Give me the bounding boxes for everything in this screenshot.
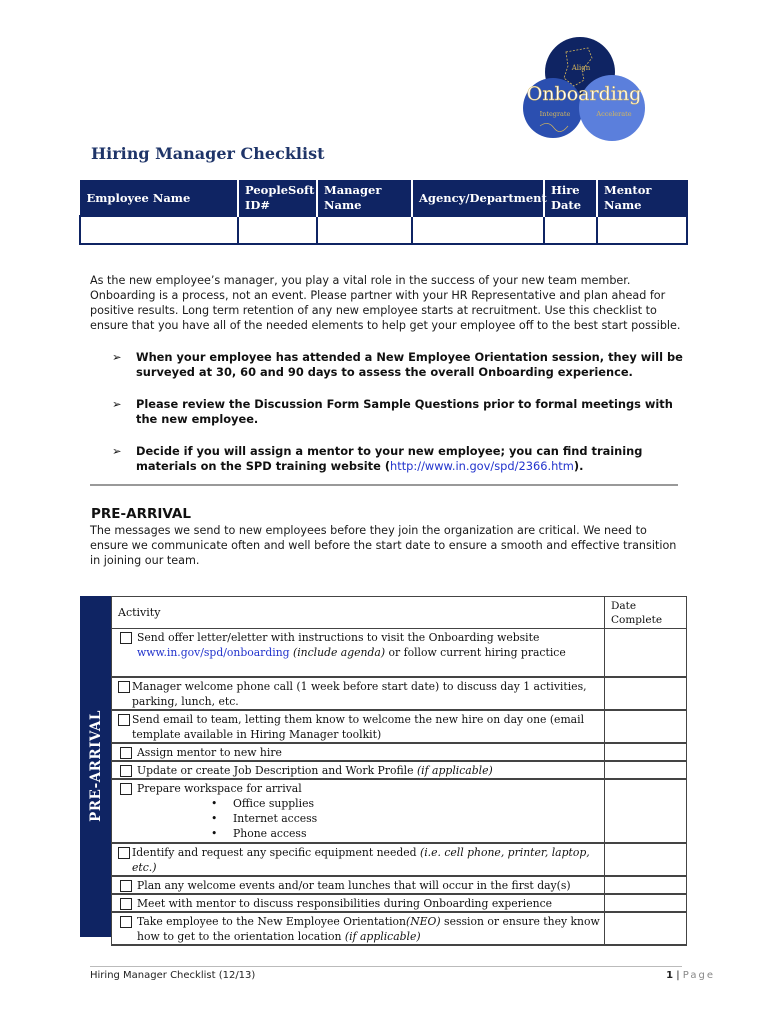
- checklist-row: [112, 677, 687, 710]
- footer-page-number: [600, 970, 715, 981]
- agency-department-field[interactable]: [412, 216, 544, 244]
- bullet-mentor: [112, 444, 684, 474]
- checklist-row: [112, 876, 687, 894]
- date-complete-cell[interactable]: [605, 629, 687, 677]
- logo-top-word: Align: [571, 64, 591, 72]
- checklist-row: [112, 779, 687, 843]
- header-manager-name: Manager Name: [317, 181, 412, 217]
- date-complete-cell[interactable]: [605, 779, 687, 843]
- checkbox[interactable]: [120, 747, 132, 759]
- checklist-row: [112, 629, 687, 677]
- header-peoplesoft-id: PeopleSoft ID#: [238, 181, 317, 217]
- bullet-text: Please review the Discussion Form Sample Questions prior to formal meetings with the new employee.: [136, 397, 673, 426]
- header-employee-name: Employee Name: [80, 181, 238, 217]
- page-number: 1: [666, 970, 674, 981]
- manager-name-field[interactable]: [317, 216, 412, 244]
- item-text: Meet with mentor to discuss responsibilities during Onboarding experience: [137, 896, 553, 910]
- section-description: The messages we send to new employees before they join the organization are critical. We need to ensure we communicate often and well before the start date to ensure a smooth and effective transition in joining our team.: [90, 524, 677, 567]
- item-text: Take employee to the New Employee Orientation: [137, 914, 406, 928]
- bullet-text-end: ).: [573, 459, 584, 473]
- bullet-discussion-form: [112, 397, 684, 427]
- item-note: (NEO): [406, 914, 441, 928]
- checkbox[interactable]: [120, 783, 132, 795]
- sub-item: • Internet access: [233, 811, 600, 826]
- arrow-bullet-icon: ➢: [112, 397, 122, 411]
- column-activity: Activity: [112, 597, 605, 629]
- header-mentor-name: Mentor Name: [597, 181, 687, 217]
- footer-divider: [90, 966, 682, 967]
- column-date-complete: Date Complete: [605, 597, 687, 629]
- arrow-bullet-icon: ➢: [112, 350, 122, 364]
- item-note: (if applicable): [416, 763, 493, 777]
- item-text: Update or create Job Description and Work Profile: [137, 763, 417, 777]
- date-complete-cell[interactable]: [605, 876, 687, 894]
- sub-item: • Phone access: [233, 826, 600, 841]
- checkbox[interactable]: [118, 714, 130, 726]
- peoplesoft-id-field[interactable]: [238, 216, 317, 244]
- arrow-bullet-icon: ➢: [112, 444, 122, 458]
- onboarding-logo: [518, 34, 650, 146]
- date-complete-cell[interactable]: [605, 912, 687, 945]
- section-divider: [90, 484, 678, 486]
- item-note-end: (if applicable): [344, 929, 421, 943]
- item-note: (include agenda): [289, 646, 386, 659]
- spd-training-link[interactable]: http://www.in.gov/spd/2366.htm: [390, 459, 574, 473]
- checklist-row: [112, 743, 687, 761]
- logo-left-word: Integrate: [539, 110, 571, 118]
- date-complete-cell[interactable]: [605, 894, 687, 912]
- checklist-row: [112, 710, 687, 743]
- section-side-label: PRE-ARRIVAL: [88, 710, 104, 822]
- item-text: Assign mentor to new hire: [137, 745, 282, 759]
- checkbox[interactable]: [120, 898, 132, 910]
- item-text-end: or follow current hiring practice: [385, 646, 566, 659]
- employee-info-table: [79, 180, 688, 245]
- item-text: Manager welcome phone call (1 week before start date) to discuss day 1 activities, parking, lunch, etc.: [132, 679, 587, 708]
- employee-name-field[interactable]: [80, 216, 238, 244]
- document-title: Hiring Manager Checklist: [91, 144, 325, 163]
- item-text: Plan any welcome events and/or team lunches that will occur in the first day(s): [137, 878, 571, 892]
- item-text: Send offer letter/eletter with instructions to visit the Onboarding website: [137, 631, 540, 644]
- date-complete-cell[interactable]: [605, 710, 687, 743]
- checklist-row: [112, 843, 687, 876]
- date-complete-cell[interactable]: [605, 761, 687, 779]
- sub-item: • Office supplies: [233, 796, 600, 811]
- section-title: PRE-ARRIVAL: [91, 506, 191, 522]
- logo-name: Onboarding: [526, 83, 642, 105]
- date-complete-cell[interactable]: [605, 843, 687, 876]
- checkbox[interactable]: [120, 916, 132, 928]
- item-note: (i.e. cell phone, printer, laptop, etc.): [132, 845, 590, 874]
- header-agency-department: Agency/Department: [412, 181, 544, 217]
- logo-right-word: Accelerate: [596, 110, 632, 118]
- workspace-sub-list: [137, 796, 600, 841]
- bullet-orientation: [112, 350, 684, 380]
- pre-arrival-checklist: [111, 596, 687, 946]
- onboarding-link[interactable]: www.in.gov/spd/onboarding: [137, 646, 290, 659]
- item-text: Send email to team, letting them know to welcome the new hire on day one (email template available in Hiring Manager toolkit): [132, 712, 585, 741]
- bullet-text: Decide if you will assign a mentor to your new employee; you can find training materials on the SPD training website (: [136, 444, 643, 473]
- item-text: Identify and request any specific equipment needed: [132, 845, 420, 859]
- item-text: Prepare workspace for arrival: [137, 781, 302, 795]
- checklist-row: [112, 912, 687, 945]
- checkbox[interactable]: [118, 847, 130, 859]
- mentor-name-field[interactable]: [597, 216, 687, 244]
- hire-date-field[interactable]: [544, 216, 597, 244]
- checkbox[interactable]: [120, 632, 132, 644]
- checkbox[interactable]: [120, 880, 132, 892]
- checkbox[interactable]: [118, 681, 130, 693]
- intro-paragraph: As the new employee’s manager, you play a vital role in the success of your new team member. Onboarding is a process, not an event. Please partner with your HR Representative and plan ahead for positive results. Long term retention of any new employee starts at recruitment. Use this checklist to ensure that you have all of the needed elements to help get your employee off to the best start possible.: [90, 274, 681, 332]
- footer-doc-label: Hiring Manager Checklist (12/13): [90, 970, 256, 981]
- date-complete-cell[interactable]: [605, 743, 687, 761]
- bullet-text: When your employee has attended a New Employee Orientation session, they will be surveyed at 30, 60 and 90 days to assess the overall Onboarding experience.: [136, 350, 683, 379]
- page-separator: |: [673, 970, 683, 981]
- checklist-row: [112, 761, 687, 779]
- checkbox[interactable]: [120, 765, 132, 777]
- date-complete-cell[interactable]: [605, 677, 687, 710]
- checklist-row: [112, 894, 687, 912]
- page-word: Page: [682, 970, 715, 981]
- header-hire-date: Hire Date: [544, 181, 597, 217]
- item-text-mid: session or ensure they know how to get to the orientation location: [137, 914, 600, 943]
